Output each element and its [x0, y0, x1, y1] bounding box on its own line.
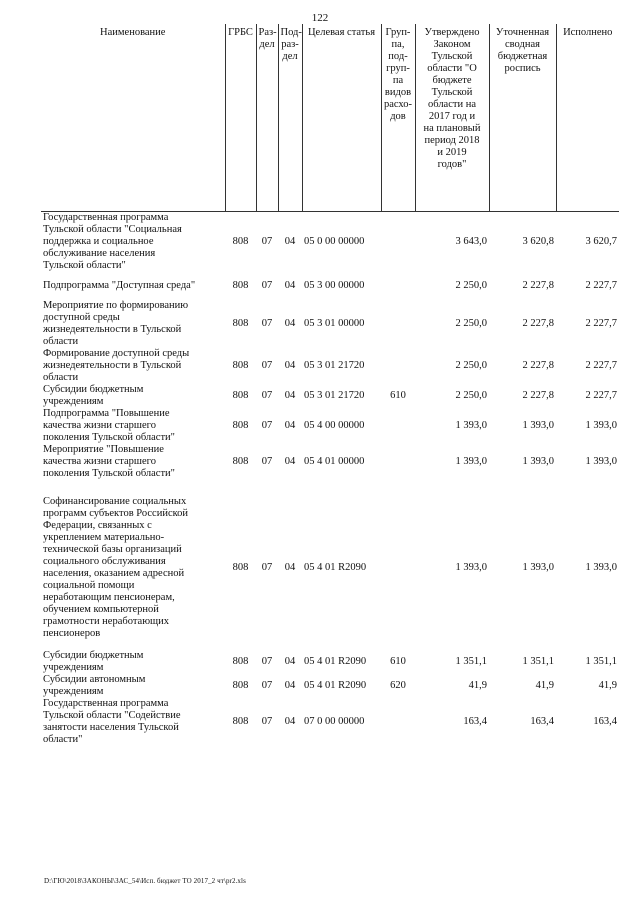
file-path-footer: D:\ГЮ\2018\ЗАКОНЫ\ЗАС_54\Исп. бюджет ТО 2017_2 чт\pr2.xls	[44, 877, 246, 885]
row-razdel: 07	[261, 562, 273, 573]
row-vid-rashodov	[381, 444, 415, 480]
row-ispolneno: 2 227,7	[585, 360, 617, 371]
row-utverzhdeno: 1 393,0	[455, 562, 487, 573]
header-celevaya-statya: Целевая статья	[302, 24, 381, 212]
row-podrazdel: 04	[284, 680, 296, 691]
row-spacer	[41, 480, 619, 496]
row-razdel: 07	[261, 656, 273, 667]
row-name: Субсидии бюджетным учреждениям	[43, 384, 144, 407]
row-name: Софинансирование социальных программ субъектов Российской Федерации, связанных с укреплением материально- технической базы организаций социального обслуживания населения, оказанием адресной социальной помощи неработающим пенсионерам, обучением компьютерной грамотности неработающих пенсионеров	[43, 496, 189, 639]
row-ispolneno: 2 227,7	[585, 280, 617, 291]
row-grbs: 808	[232, 716, 249, 727]
row-celevaya-statya: 07 0 00 00000	[304, 716, 365, 727]
row-ispolneno: 1 393,0	[585, 420, 617, 431]
row-podrazdel: 04	[284, 562, 296, 573]
row-grbs: 808	[232, 680, 249, 691]
row-vid-rashodov	[381, 496, 415, 640]
budget-table	[41, 24, 619, 746]
row-utochnennaya: 2 227,8	[522, 390, 554, 401]
row-name: Подпрограмма "Доступная среда"	[43, 280, 196, 291]
row-utochnennaya: 1 351,1	[522, 656, 554, 667]
row-ispolneno: 2 227,7	[585, 318, 617, 329]
row-vid-rashodov: 610	[390, 390, 406, 401]
header-utochnennaya: Уточненная сводная бюджетная роспись	[489, 24, 556, 212]
table-row	[41, 212, 619, 273]
row-razdel: 07	[261, 280, 273, 291]
row-utverzhdeno: 1 393,0	[455, 456, 487, 467]
row-utochnennaya: 163,4	[530, 716, 554, 727]
row-name: Формирование доступной среды жизнедеятельности в Тульской области	[43, 348, 190, 383]
row-spacer-cell	[41, 272, 619, 280]
row-utochnennaya: 2 227,8	[522, 318, 554, 329]
row-podrazdel: 04	[284, 318, 296, 329]
row-utverzhdeno: 2 250,0	[455, 390, 487, 401]
row-spacer	[41, 292, 619, 300]
row-vid-rashodov	[381, 408, 415, 444]
row-celevaya-statya: 05 3 00 00000	[304, 280, 365, 291]
header-name: Наименование	[41, 24, 225, 212]
row-name: Подпрограмма "Повышение качества жизни старшего поколения Тульской области"	[43, 408, 175, 443]
row-ispolneno: 1 393,0	[585, 562, 617, 573]
row-podrazdel: 04	[284, 420, 296, 431]
row-grbs: 808	[232, 360, 249, 371]
header-podrazdel: Под- раз- дел	[278, 24, 302, 212]
row-razdel: 07	[261, 456, 273, 467]
row-celevaya-statya: 05 4 01 R2090	[304, 562, 367, 573]
row-grbs: 808	[232, 456, 249, 467]
row-ispolneno: 1 351,1	[585, 656, 617, 667]
row-podrazdel: 04	[284, 236, 296, 247]
row-grbs: 808	[232, 562, 249, 573]
row-name: Государственная программа Тульской области "Содействие занятости населения Тульской области"	[43, 698, 181, 745]
row-celevaya-statya: 05 4 01 R2090	[304, 680, 367, 691]
row-ispolneno: 1 393,0	[585, 456, 617, 467]
table-row	[41, 280, 619, 292]
table-row	[41, 408, 619, 444]
row-razdel: 07	[261, 716, 273, 727]
row-utverzhdeno: 2 250,0	[455, 280, 487, 291]
row-grbs: 808	[232, 318, 249, 329]
table-header-row	[41, 24, 619, 212]
row-razdel: 07	[261, 390, 273, 401]
row-podrazdel: 04	[284, 390, 296, 401]
header-utverzhdeno: Утверждено Законом Тульской области "О бюджете Тульской области на 2017 год и на плановый период 2018 и 2019 годов"	[415, 24, 489, 212]
row-celevaya-statya: 05 0 00 00000	[304, 236, 365, 247]
row-spacer	[41, 640, 619, 650]
row-razdel: 07	[261, 318, 273, 329]
row-razdel: 07	[261, 360, 273, 371]
row-grbs: 808	[232, 420, 249, 431]
table-body	[41, 212, 619, 747]
row-spacer-cell	[41, 480, 619, 496]
row-grbs: 808	[232, 390, 249, 401]
row-ispolneno: 163,4	[593, 716, 617, 727]
table-row	[41, 444, 619, 480]
row-celevaya-statya: 05 4 01 R2090	[304, 656, 367, 667]
row-ispolneno: 2 227,7	[585, 390, 617, 401]
row-utverzhdeno: 41,9	[468, 680, 487, 691]
row-celevaya-statya: 05 3 01 21720	[304, 390, 365, 401]
row-name: Субсидии автономным учреждениям	[43, 674, 146, 697]
row-name: Государственная программа Тульской области "Социальная поддержка и социальное обслуживание населения Тульской области"	[43, 212, 182, 271]
row-celevaya-statya: 05 4 01 00000	[304, 456, 365, 467]
row-utochnennaya: 1 393,0	[522, 562, 554, 573]
table-row	[41, 384, 619, 408]
row-vid-rashodov	[381, 280, 415, 292]
row-vid-rashodov: 620	[390, 680, 406, 691]
row-name: Субсидии бюджетным учреждениям	[43, 650, 144, 673]
row-celevaya-statya: 05 3 01 00000	[304, 318, 365, 329]
row-grbs: 808	[232, 236, 249, 247]
row-grbs: 808	[232, 280, 249, 291]
row-vid-rashodov	[381, 212, 415, 273]
table-row	[41, 674, 619, 698]
row-celevaya-statya: 05 3 01 21720	[304, 360, 365, 371]
row-utverzhdeno: 1 351,1	[455, 656, 487, 667]
table-row	[41, 698, 619, 746]
row-utverzhdeno: 163,4	[463, 716, 487, 727]
row-name: Мероприятие "Повышение качества жизни старшего поколения Тульской области"	[43, 444, 175, 479]
header-gruppa: Груп- па, под- груп- па видов расхо- дов	[381, 24, 415, 212]
row-podrazdel: 04	[284, 716, 296, 727]
row-spacer-cell	[41, 640, 619, 650]
row-utverzhdeno: 2 250,0	[455, 360, 487, 371]
row-utochnennaya: 2 227,8	[522, 280, 554, 291]
row-spacer	[41, 272, 619, 280]
row-podrazdel: 04	[284, 280, 296, 291]
row-podrazdel: 04	[284, 360, 296, 371]
row-vid-rashodov: 610	[390, 656, 406, 667]
header-ispolneno: Исполнено	[556, 24, 619, 212]
row-celevaya-statya: 05 4 00 00000	[304, 420, 365, 431]
row-utverzhdeno: 3 643,0	[455, 236, 487, 247]
row-vid-rashodov	[381, 348, 415, 384]
page-number: 122	[311, 12, 329, 24]
row-utochnennaya: 41,9	[535, 680, 554, 691]
row-razdel: 07	[261, 680, 273, 691]
row-razdel: 07	[261, 236, 273, 247]
row-grbs: 808	[232, 656, 249, 667]
row-utochnennaya: 2 227,8	[522, 360, 554, 371]
table-row	[41, 348, 619, 384]
row-utochnennaya: 1 393,0	[522, 456, 554, 467]
row-spacer-cell	[41, 292, 619, 300]
row-vid-rashodov	[381, 698, 415, 746]
row-ispolneno: 41,9	[598, 680, 617, 691]
row-utochnennaya: 3 620,8	[522, 236, 554, 247]
row-name: Мероприятие по формированию доступной среды жизнедеятельности в Тульской области	[43, 300, 189, 347]
table-row	[41, 650, 619, 674]
row-razdel: 07	[261, 420, 273, 431]
table-row	[41, 496, 619, 640]
row-podrazdel: 04	[284, 656, 296, 667]
row-ispolneno: 3 620,7	[585, 236, 617, 247]
row-utverzhdeno: 1 393,0	[455, 420, 487, 431]
row-podrazdel: 04	[284, 456, 296, 467]
header-grbs: ГРБС	[225, 24, 256, 212]
header-razdel: Раз- дел	[256, 24, 278, 212]
row-vid-rashodov	[381, 300, 415, 348]
row-utochnennaya: 1 393,0	[522, 420, 554, 431]
row-utverzhdeno: 2 250,0	[455, 318, 487, 329]
table-row	[41, 300, 619, 348]
